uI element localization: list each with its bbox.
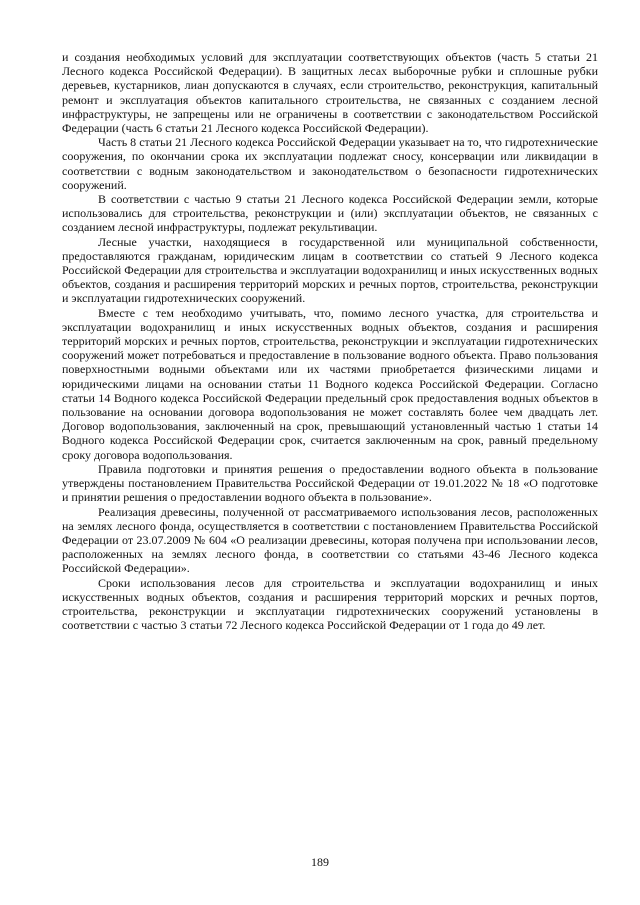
paragraph-continuation: и создания необходимых условий для эксплуатации соответствующих объектов (часть 5 статьи 21 Лесного кодекса Российской Федерации). В защитных лесах выборочные рубки и сплошные рубки деревьев, кустарников, лиан допускаются в случаях, если строительство, реконструкция, капитальный ремонт и эксплуатация объектов капитального строительства, не связанных с созданием лесной инфраструктуры, не запрещены или не ограничены в соответствии с законодательством Российской Федерации (часть 6 статьи 21 Лесного кодекса Российской Федерации). [62, 50, 598, 136]
paragraph-water-use: Вместе с тем необходимо учитывать, что, помимо лесного участка, для строительства и эксплуатации водохранилищ и иных искусственных водных объектов, создания и расширения территорий морских и речных портов, строительства, реконструкции и эксплуатации гидротехнических сооружений может потребоваться и предоставление в пользование водного объекта. Право пользования поверхностными водными объектами или их частями приобретается физическими лицами и юридическими лицами на основании статьи 11 Водного кодекса Российской Федерации. Согласно статьи 14 Водного кодекса Российской Федерации предельный срок предоставления водных объектов в пользование на основании договора водопользования не может составлять более чем двадцать лет. Договор водопользования, заключенный на срок, превышающий установленный частью 1 статьи 14 Водного кодекса Российской Федерации срок, считается заключенным на срок, равный предельному сроку договора водопользования. [62, 305, 598, 462]
paragraph-usage-terms: Сроки использования лесов для строительства и эксплуатации водохранилищ и иных искусственных водных объектов, создания и расширения территорий морских и речных портов, строительства, реконструкции и эксплуатации гидротехнических сооружений установлены в соответствии с частью 3 статьи 72 Лесного кодекса Российской Федерации от 1 года до 49 лет. [62, 575, 598, 633]
page-number: 189 [311, 855, 329, 869]
paragraph-gts-demolition: Часть 8 статьи 21 Лесного кодекса Российской Федерации указывает на то, что гидротехнические сооружения, по окончании срока их эксплуатации подлежат сносу, консервации или ликвидации в соответствии с водным законодательством и законодательством о безопасности гидротехнических сооружений. [62, 135, 598, 192]
paragraph-timber-sale: Реализация древесины, полученной от рассматриваемого использования лесов, расположенных на землях лесного фонда, осуществляется в соответствии с постановлением Правительства Российской Федерации от 23.07.2009 № 604 «О реализации древесины, которая получена при использовании лесов, расположенных на землях лесного фонда, в соответствии со статьями 43-46 Лесного кодекса Российской Федерации». [62, 504, 598, 576]
paragraph-recultivation: В соответствии с частью 9 статьи 21 Лесного кодекса Российской Федерации земли, которые использовались для строительства, реконструкции и (или) эксплуатации объектов, не связанных с созданием лесной инфраструктуры, подлежат рекультивации. [62, 192, 598, 235]
document-body [62, 50, 598, 632]
paragraph-water-rules: Правила подготовки и принятия решения о предоставлении водного объекта в пользование утверждены постановлением Правительства Российской Федерации от 19.01.2022 № 18 «О подготовке и принятии решения о предоставлении водного объекта в пользование». [62, 461, 598, 505]
paragraph-forest-plots: Лесные участки, находящиеся в государственной или муниципальной собственности, предоставляются гражданам, юридическим лицам в соответствии со статьей 9 Лесного кодекса Российской Федерации для строительства и эксплуатации водохранилищ и иных искусственных водных объектов, создания и расширения территорий морских и речных портов, строительства, реконструкции и эксплуатации гидротехнических сооружений. [62, 234, 598, 306]
